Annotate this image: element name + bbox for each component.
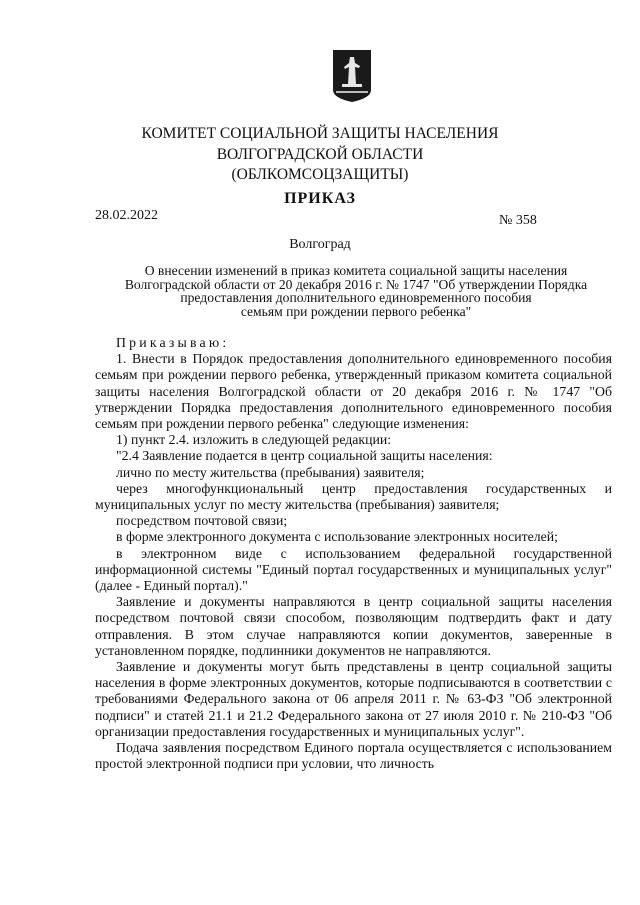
paragraph: Заявление и документы могут быть представлены в центр социальной защиты населения в форме электронных документов, которые подписываются в соответствии с требованиями Федерального закона от 06 апреля 2011 г. № 63-ФЗ "Об электронной подписи" и статей 21.1 и 21.2 Федерального закона от 27 июля 2010 г. № 210-ФЗ "Об организации предоставления государственных и муниципальных услуг".	[95, 659, 612, 739]
paragraph: в форме электронного документа с использование электронных носителей;	[116, 529, 558, 545]
paragraph: "2.4 Заявление подается в центр социальной защиты населения:	[116, 448, 493, 464]
paragraph: Подача заявления посредством Единого портала осуществляется с использованием простой электронной подписи при условии, что личность	[95, 740, 612, 772]
paragraph: лично по месту жительства (пребывания) заявителя;	[116, 464, 425, 480]
org-name-line2: ВОЛГОГРАДСКОЙ ОБЛАСТИ	[216, 146, 424, 163]
paragraph: 1. Внести в Порядок предоставления дополнительного единовременного пособия семьям при рождении первого ребенка, утвержденный приказом комитета социальной защиты населения Волгоградской области от 20 декабря 2016 г. № 1747 "Об утверждении Порядка предоставления дополнительного единовременного пособия семьям при рождении первого ребенка" следующие изменения:	[95, 351, 612, 432]
document-type: ПРИКАЗ	[284, 190, 356, 207]
subject-line: О внесении изменений в приказ комитета социальной защиты населения	[144, 263, 568, 278]
org-name-line3: (ОБЛКОМСОЦЗАЩИТЫ)	[231, 166, 409, 183]
document-date: 28.02.2022	[95, 208, 158, 223]
paragraph: Заявление и документы направляются в центр социальной защиты населения посредством почтовой связи способом, позволяющим подтвердить факт и дату отправления. В этом случае направляются копии документов, заверенные в установленном порядке, подлинники документов не направляются.	[95, 594, 612, 658]
document-body	[95, 335, 612, 772]
paragraph: в электронном виде с использованием федеральной государственной информационной системы "Единый портал государственных и муниципальных услуг" (далее - Единый портал)."	[95, 545, 612, 594]
subject-line: семьям при рождении первого ребенка"	[240, 303, 472, 319]
document-subject	[96, 264, 616, 318]
paragraph: посредством почтовой связи;	[116, 513, 288, 529]
city: Волгоград	[289, 237, 351, 252]
document-number: № 358	[499, 213, 537, 228]
paragraph: 1) пункт 2.4. изложить в следующей редакции:	[116, 432, 392, 448]
subject-line: Волгоградской области от 20 декабря 2016 г. № 1747 "Об утверждении Порядка	[124, 276, 588, 292]
org-name-line1: КОМИТЕТ СОЦИАЛЬНОЙ ЗАЩИТЫ НАСЕЛЕНИЯ	[141, 125, 499, 142]
coat-of-arms-icon	[333, 50, 371, 102]
order-word: Приказываю:	[116, 335, 230, 350]
paragraph: через многофункциональный центр предоставления государственных и муниципальных услуг по месту жительства (пребывания) заявителя;	[95, 480, 612, 513]
subject-line: предоставления дополнительного единовременного пособия	[180, 290, 532, 305]
